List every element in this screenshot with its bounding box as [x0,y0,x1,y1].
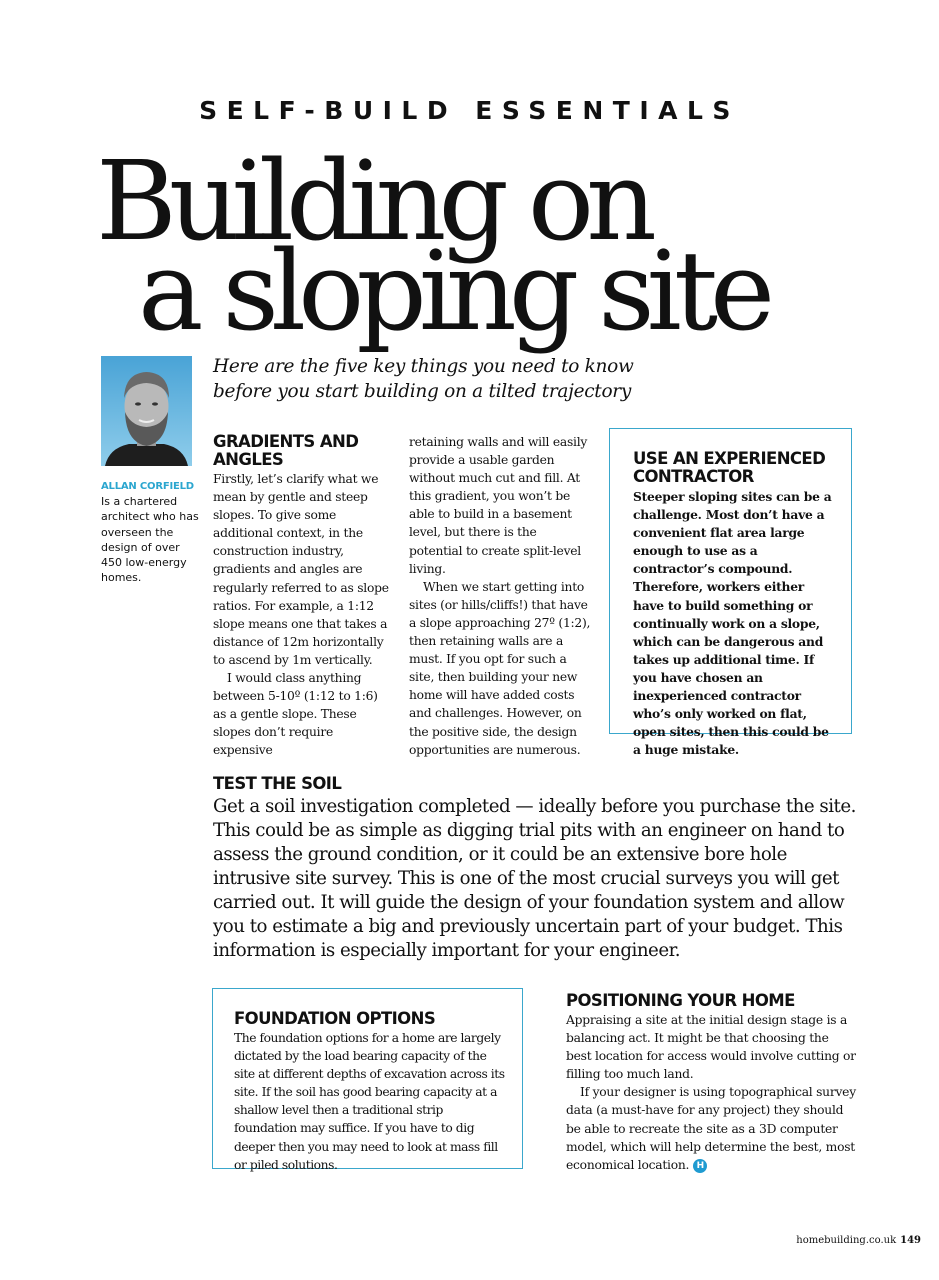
positioning-paragraph-2 [566,1083,856,1173]
gradients-column-1 [213,470,393,760]
foundation-heading: FOUNDATION OPTIONS [234,1009,436,1028]
gradients-paragraph-2 [213,669,393,759]
author-portrait-icon [101,356,192,466]
gradients-paragraph-3 [409,578,593,759]
gradients-paragraph-1: Firstly, let’s clarify what we mean by gentle and steep slopes. To give some additional context, in the construction industry, gradients and angles are regularly referred to as slope ratios. For example, a 1:12 slope means one that takes a distance of 12m horizontally to ascend by 1m vertically. [213,472,389,667]
gradients-column-2 [409,433,593,759]
section-kicker: SELF-BUILD ESSENTIALS [199,96,740,125]
soil-text: Get a soil investigation completed — ideally before you purchase the site. This could be as simple as digging trial pits with an engineer on hand to assess the ground condition, or it could be an extensive bore hole intrusive site survey. This is one of the most crucial surveys you will get carried out. It will guide the design of your foundation system and allow you to estimate a big and previously uncertain part of your budget. This information is especially important for your engineer. [213,796,856,961]
soil-heading: TEST THE SOIL [213,774,342,793]
positioning-body [566,1011,856,1174]
positioning-heading: POSITIONING YOUR HOME [566,991,795,1010]
gradients-paragraph-3-text: When we start getting into sites (or hills/cliffs!) that have a slope approaching 27º (1:2), then retaining walls are a must. If you opt for such a site, then building your new home will have added costs and challenges. However, on the positive side, the design opportunities are numerous. [409,579,591,757]
contractor-text: Steeper sloping sites can be a challenge. Most don’t have a convenient flat area large enough to use as a contractor’s compound. Therefore, workers either have to build something or continually work on a slope, which can be dangerous and takes up additional time. If you have chosen an inexperienced contractor who’s only worked on flat, open sites, then this could be a huge mistake. [633,489,832,758]
foundation-text: The foundation options for a home are largely dictated by the load bearing capacity of the site at different depths of excavation across its site. If the soil has good bearing capacity at a shallow level then a traditional strip foundation may suffice. If you have to dig deeper then you may need to look at mass fill or piled solutions. [234,1031,505,1172]
gradients-paragraph-2-text: I would class anything between 5-10º (1:12 to 1:6) as a gentle slope. These slopes don’t require expensive [213,671,378,758]
page-footer [796,1235,921,1246]
author-photo [101,356,192,466]
author-bio: Is a chartered architect who has overseen the design of over 450 low-energy homes. [101,495,199,585]
headline-line-1: Building on [96,137,649,265]
gradients-paragraph-2-continued: retaining walls and will easily provide a usable garden without much cut and fill. At this gradient, you won’t be able to build in a basement level, but there is the potential to create split-level living. [409,435,588,576]
positioning-paragraph-2-text: If your designer is using topographical survey data (a must-have for any project) they should be able to recreate the site as a 3D computer model, which will help determine the best, most economical location. [566,1085,856,1172]
author-name: ALLAN CORFIELD [101,481,194,492]
page-number: 149 [900,1235,921,1246]
positioning-paragraph-1: Appraising a site at the initial design stage is a balancing act. It might be that choosing the best location for access would involve cutting or filling too much land. [566,1013,856,1082]
gradients-heading: GRADIENTS AND ANGLES [213,432,359,469]
standfirst: Here are the five key things you need to know before you start building on a tilted trajectory [213,356,634,402]
end-mark-icon: H [693,1159,707,1173]
contractor-heading: USE AN EXPERIENCED CONTRACTOR [633,449,826,486]
headline-line-2: a sloping site [138,227,768,355]
footer-site: homebuilding.co.uk [796,1235,897,1246]
